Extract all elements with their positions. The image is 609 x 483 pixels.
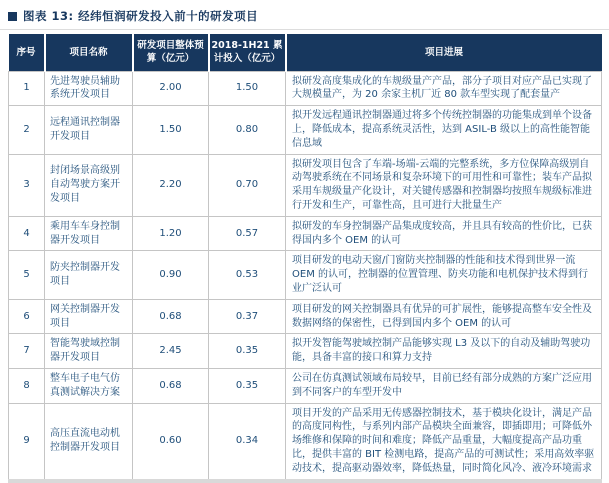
cell-project-name: 高压直流电动机控制器开发项目 [45,403,133,480]
cell-progress: 拟开发远程通讯控制器通过将多个传统控制器的功能集成到单个设备上，降低成本，提高系统灵活性，达到 ASIL-B 级以上的高性能智能信息域 [286,106,602,154]
cell-progress: 项目研发的网关控制器具有优异的可扩展性，能够提高整车安全性及数据网络的保密性，已得到国内多个 OEM 的认可 [286,299,602,334]
cell-total-budget: 2.45 [133,334,209,369]
col-header-progress: 项目进展 [286,34,602,71]
cell-project-name: 智能驾驶域控制器开发项目 [45,334,133,369]
cell-cumulative-investment: 0.35 [209,334,286,369]
cell-project-name: 网关控制器开发项目 [45,299,133,334]
cell-progress: 拟研发的车身控制器产品集成度较高，并且具有较高的性价比，已获得国内多个 OEM 的认可 [286,216,602,251]
cell-index: 1 [9,71,45,106]
cell-cumulative-investment: 0.37 [209,299,286,334]
cell-cumulative-investment: 0.53 [209,251,286,299]
table-row [9,299,602,334]
title-square-marker-icon [8,12,17,21]
cell-index: 4 [9,216,45,251]
table-row [9,403,602,480]
cell-progress: 拟研发高度集成化的车规级量产产品，部分子项目对应产品已实现了大规模量产，为 20 余家主机厂近 80 款车型实现了配套量产 [286,71,602,106]
cell-index: 9 [9,403,45,480]
figure-title [0,0,609,30]
table-row [9,154,602,216]
cell-index: 5 [9,251,45,299]
table-row [9,334,602,369]
table-row [9,71,602,106]
table-header-row [9,34,602,71]
table-body [9,71,602,480]
cell-total-budget: 2.00 [133,71,209,106]
cell-total-budget: 1.50 [133,106,209,154]
figure-title-text: 图表 13: 经纬恒润研发投入前十的研发项目 [23,9,259,23]
cell-index: 2 [9,106,45,154]
cell-index: 6 [9,299,45,334]
cell-total-budget: 0.60 [133,403,209,480]
table-row [9,368,602,403]
cell-total-budget: 0.68 [133,368,209,403]
cell-progress: 项目开发的产品采用无传感器控制技术，基于模块化设计，满足产品的高度同构性，与系列内部产品模块全面兼容，即插即用；可降低外场维修和保障的时间和难度；降低产品重量，大幅度提高产品功重比，提供丰富的 BIT 检测电路，提高产品的可测试性；采用高效率驱动技术，提高驱动器效率，降低热量，同时简化风冷、液冷环境需求 [286,403,602,480]
cell-project-name: 乘用车车身控制器开发项目 [45,216,133,251]
col-header-index: 序号 [9,34,45,71]
cell-index: 3 [9,154,45,216]
cell-project-name: 先进驾驶员辅助系统开发项目 [45,71,133,106]
cell-project-name: 封闭场景高级别自动驾驶方案开发项目 [45,154,133,216]
cell-cumulative-investment: 0.57 [209,216,286,251]
cell-progress: 拟研发项目包含了车端-场端-云端的完整系统，多方位保障高级别自动驾驶系统在不同场景和复杂环境下的可用性和可靠性；装车产品拟采用车规级量产化设计，对关键传感器和控制器均按照车规级标准进行开发和生产，可靠性高，且可进行大批量生产 [286,154,602,216]
cell-project-name: 整车电子电气仿真测试解决方案 [45,368,133,403]
cell-total-budget: 2.20 [133,154,209,216]
cell-cumulative-investment: 0.35 [209,368,286,403]
cell-cumulative-investment: 0.80 [209,106,286,154]
cell-project-name: 远程通讯控制器开发项目 [45,106,133,154]
cell-progress: 项目研发的电动天窗/门窗防夹控制器的性能和技术得到世界一流 OEM 的认可，控制器的位置管理、防夹功能和电机保护技术得到行业广泛认可 [286,251,602,299]
cell-index: 7 [9,334,45,369]
cell-progress: 公司在仿真测试领域布局较早，目前已经有部分成熟的方案广泛应用到不同客户的车型开发中 [286,368,602,403]
col-header-project-name: 项目名称 [45,34,133,71]
cell-cumulative-investment: 1.50 [209,71,286,106]
cell-cumulative-investment: 0.34 [209,403,286,480]
rd-projects-table [8,34,602,483]
cell-cumulative-investment: 0.70 [209,154,286,216]
table-row [9,106,602,154]
cell-total-budget: 0.90 [133,251,209,299]
table-row [9,251,602,299]
col-header-cumulative-investment: 2018-1H21 累计投入（亿元） [209,34,286,71]
cell-index: 8 [9,368,45,403]
cell-progress: 拟开发智能驾驶域控制产品能够实现 L3 及以下的自动及辅助驾驶功能，具备丰富的接口和算力支持 [286,334,602,369]
cell-project-name: 防夹控制器开发项目 [45,251,133,299]
col-header-total-budget: 研发项目整体预算（亿元） [133,34,209,71]
table-row [9,216,602,251]
table-header [9,34,602,71]
cell-total-budget: 1.20 [133,216,209,251]
cell-total-budget: 0.68 [133,299,209,334]
